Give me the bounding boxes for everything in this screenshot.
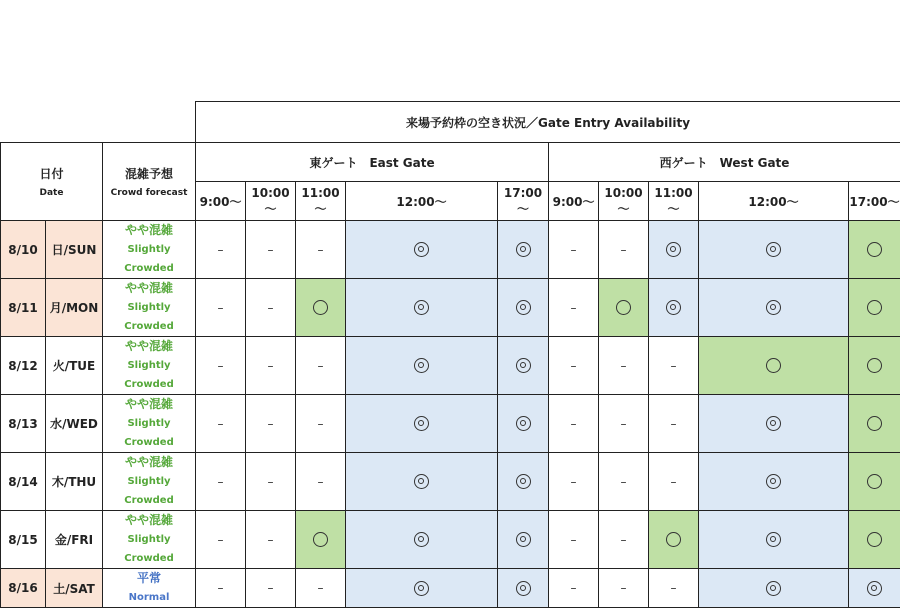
dash-mark: – [268,475,274,489]
table-row [1,395,900,453]
availability-cell [296,337,346,395]
availability-cell [498,279,549,337]
west-time-slot-header: 9:00～ [549,182,599,221]
availability-cell [599,221,649,279]
availability-cell [498,511,549,569]
availability-cell [599,395,649,453]
date-header [1,143,103,221]
availability-table [0,101,900,608]
forecast-label-en: Slightly Crowded [103,298,195,336]
availability-cell [649,569,699,608]
availability-cell [599,279,649,337]
availability-cell [699,279,849,337]
availability-cell [849,221,900,279]
forecast-label: やや混雑 [103,337,195,356]
availability-cell [498,453,549,511]
availability-cell [346,279,498,337]
forecast-cell [103,221,196,279]
forecast-header [103,143,196,221]
circle-icon [313,300,328,315]
forecast-cell [103,453,196,511]
double-circle-icon [867,581,882,596]
forecast-label-en: Slightly Crowded [103,356,195,394]
availability-cell [699,221,849,279]
availability-cell [549,569,599,608]
availability-cell [849,395,900,453]
availability-cell [699,511,849,569]
dash-mark: – [318,417,324,431]
availability-cell [346,337,498,395]
availability-cell [549,221,599,279]
date-cell: 8/13 [1,395,46,453]
dash-mark: – [621,243,627,257]
availability-cell [246,569,296,608]
east-time-slot-header: 17:00～ [498,182,549,221]
double-circle-icon [516,532,531,547]
dash-mark: – [268,417,274,431]
east-gate-header: 東ゲート East Gate [196,143,549,182]
dash-mark: – [621,417,627,431]
double-circle-icon [414,300,429,315]
dash-mark: – [621,533,627,547]
dash-mark: – [571,359,577,373]
dash-mark: – [218,243,224,257]
availability-cell [849,337,900,395]
availability-cell [296,453,346,511]
weekday-cell: 木/THU [46,453,103,511]
double-circle-icon [766,242,781,257]
dash-mark: – [671,475,677,489]
forecast-cell [103,279,196,337]
availability-cell [296,221,346,279]
double-circle-icon [414,416,429,431]
table-row [1,453,900,511]
date-cell: 8/15 [1,511,46,569]
availability-cell [498,337,549,395]
dash-mark: – [621,475,627,489]
dash-mark: – [571,533,577,547]
weekday-cell: 水/WED [46,395,103,453]
table-row [1,337,900,395]
forecast-cell [103,511,196,569]
availability-cell [196,221,246,279]
availability-cell [849,511,900,569]
dash-mark: – [571,475,577,489]
circle-icon [867,416,882,431]
west-time-slot-header: 11:00～ [649,182,699,221]
date-cell: 8/14 [1,453,46,511]
date-cell: 8/12 [1,337,46,395]
dash-mark: – [218,581,224,595]
double-circle-icon [766,474,781,489]
forecast-cell [103,337,196,395]
double-circle-icon [516,300,531,315]
availability-cell [599,569,649,608]
forecast-header-label: 混雑予想 [125,167,173,181]
dash-mark: – [671,417,677,431]
availability-cell [246,395,296,453]
availability-cell [549,337,599,395]
date-header-label: 日付 [39,167,63,181]
forecast-label: やや混雑 [103,279,195,298]
forecast-label-en: Slightly Crowded [103,530,195,568]
availability-cell [196,395,246,453]
availability-cell [196,511,246,569]
dash-mark: – [218,417,224,431]
availability-cell [498,395,549,453]
double-circle-icon [666,242,681,257]
availability-cell [346,569,498,608]
west-time-slot-header: 10:00～ [599,182,649,221]
availability-cell [699,395,849,453]
date-cell: 8/10 [1,221,46,279]
circle-icon [313,532,328,547]
double-circle-icon [414,358,429,373]
availability-cell [549,279,599,337]
weekday-cell: 土/SAT [46,569,103,608]
forecast-label: やや混雑 [103,511,195,530]
circle-icon [867,532,882,547]
forecast-cell [103,569,196,608]
weekday-cell: 火/TUE [46,337,103,395]
availability-title: 来場予約枠の空き状況／Gate Entry Availability [196,102,900,143]
availability-cell [649,337,699,395]
west-gate-header: 西ゲート West Gate [549,143,900,182]
circle-icon [867,474,882,489]
availability-cell [246,221,296,279]
double-circle-icon [516,358,531,373]
forecast-label: 平常 [103,569,195,588]
availability-cell [599,453,649,511]
dash-mark: – [318,243,324,257]
date-header-label-en: Date [1,188,102,198]
availability-cell [599,511,649,569]
circle-icon [666,532,681,547]
double-circle-icon [414,581,429,596]
double-circle-icon [666,300,681,315]
double-circle-icon [516,242,531,257]
dash-mark: – [318,475,324,489]
forecast-label: やや混雑 [103,395,195,414]
circle-icon [766,358,781,373]
availability-cell [246,453,296,511]
double-circle-icon [516,581,531,596]
dash-mark: – [571,301,577,315]
dash-mark: – [571,243,577,257]
availability-cell [296,511,346,569]
dash-mark: – [268,581,274,595]
availability-cell [699,569,849,608]
availability-cell [196,453,246,511]
forecast-label-en: Slightly Crowded [103,472,195,510]
circle-icon [867,300,882,315]
forecast-label: やや混雑 [103,221,195,240]
availability-cell [346,221,498,279]
availability-cell [498,221,549,279]
weekday-cell: 金/FRI [46,511,103,569]
availability-cell [649,279,699,337]
east-time-slot-header: 11:00～ [296,182,346,221]
west-time-slot-header: 17:00～ [849,182,900,221]
availability-cell [246,279,296,337]
date-cell: 8/16 [1,569,46,608]
double-circle-icon [766,581,781,596]
circle-icon [616,300,631,315]
east-time-slot-header: 12:00～ [346,182,498,221]
availability-cell [649,453,699,511]
availability-cell [346,453,498,511]
dash-mark: – [268,243,274,257]
dash-mark: – [218,359,224,373]
forecast-header-label-en: Crowd forecast [103,188,195,198]
availability-cell [549,453,599,511]
double-circle-icon [766,416,781,431]
availability-cell [549,511,599,569]
availability-cell [599,337,649,395]
table-row [1,569,900,608]
forecast-label: やや混雑 [103,453,195,472]
dash-mark: – [268,533,274,547]
forecast-label-en: Slightly Crowded [103,414,195,452]
availability-cell [246,511,296,569]
dash-mark: – [671,581,677,595]
circle-icon [867,358,882,373]
dash-mark: – [268,301,274,315]
availability-cell [296,569,346,608]
dash-mark: – [318,581,324,595]
availability-cell [498,569,549,608]
availability-cell [296,279,346,337]
availability-cell [649,511,699,569]
double-circle-icon [766,300,781,315]
dash-mark: – [218,533,224,547]
availability-cell [849,279,900,337]
availability-cell [849,569,900,608]
availability-cell [196,337,246,395]
weekday-cell: 日/SUN [46,221,103,279]
availability-cell [346,511,498,569]
dash-mark: – [621,359,627,373]
dash-mark: – [218,301,224,315]
double-circle-icon [414,242,429,257]
weekday-cell: 月/MON [46,279,103,337]
dash-mark: – [268,359,274,373]
dash-mark: – [218,475,224,489]
west-time-slot-header: 12:00～ [699,182,849,221]
dash-mark: – [318,359,324,373]
table-row [1,221,900,279]
dash-mark: – [571,581,577,595]
availability-cell [246,337,296,395]
double-circle-icon [516,416,531,431]
availability-cell [649,221,699,279]
availability-cell [346,395,498,453]
availability-cell [699,337,849,395]
dash-mark: – [571,417,577,431]
availability-cell [849,453,900,511]
table-row [1,279,900,337]
date-cell: 8/11 [1,279,46,337]
dash-mark: – [621,581,627,595]
circle-icon [867,242,882,257]
east-time-slot-header: 9:00～ [196,182,246,221]
blank-corner [1,102,196,143]
forecast-label-en: Slightly Crowded [103,240,195,278]
availability-cell [549,395,599,453]
forecast-cell [103,395,196,453]
availability-cell [296,395,346,453]
double-circle-icon [414,474,429,489]
table-row [1,511,900,569]
availability-cell [196,279,246,337]
availability-cell [649,395,699,453]
double-circle-icon [766,532,781,547]
double-circle-icon [414,532,429,547]
forecast-label-en: Normal [103,588,195,607]
availability-cell [196,569,246,608]
dash-mark: – [671,359,677,373]
east-time-slot-header: 10:00～ [246,182,296,221]
availability-cell [699,453,849,511]
double-circle-icon [516,474,531,489]
